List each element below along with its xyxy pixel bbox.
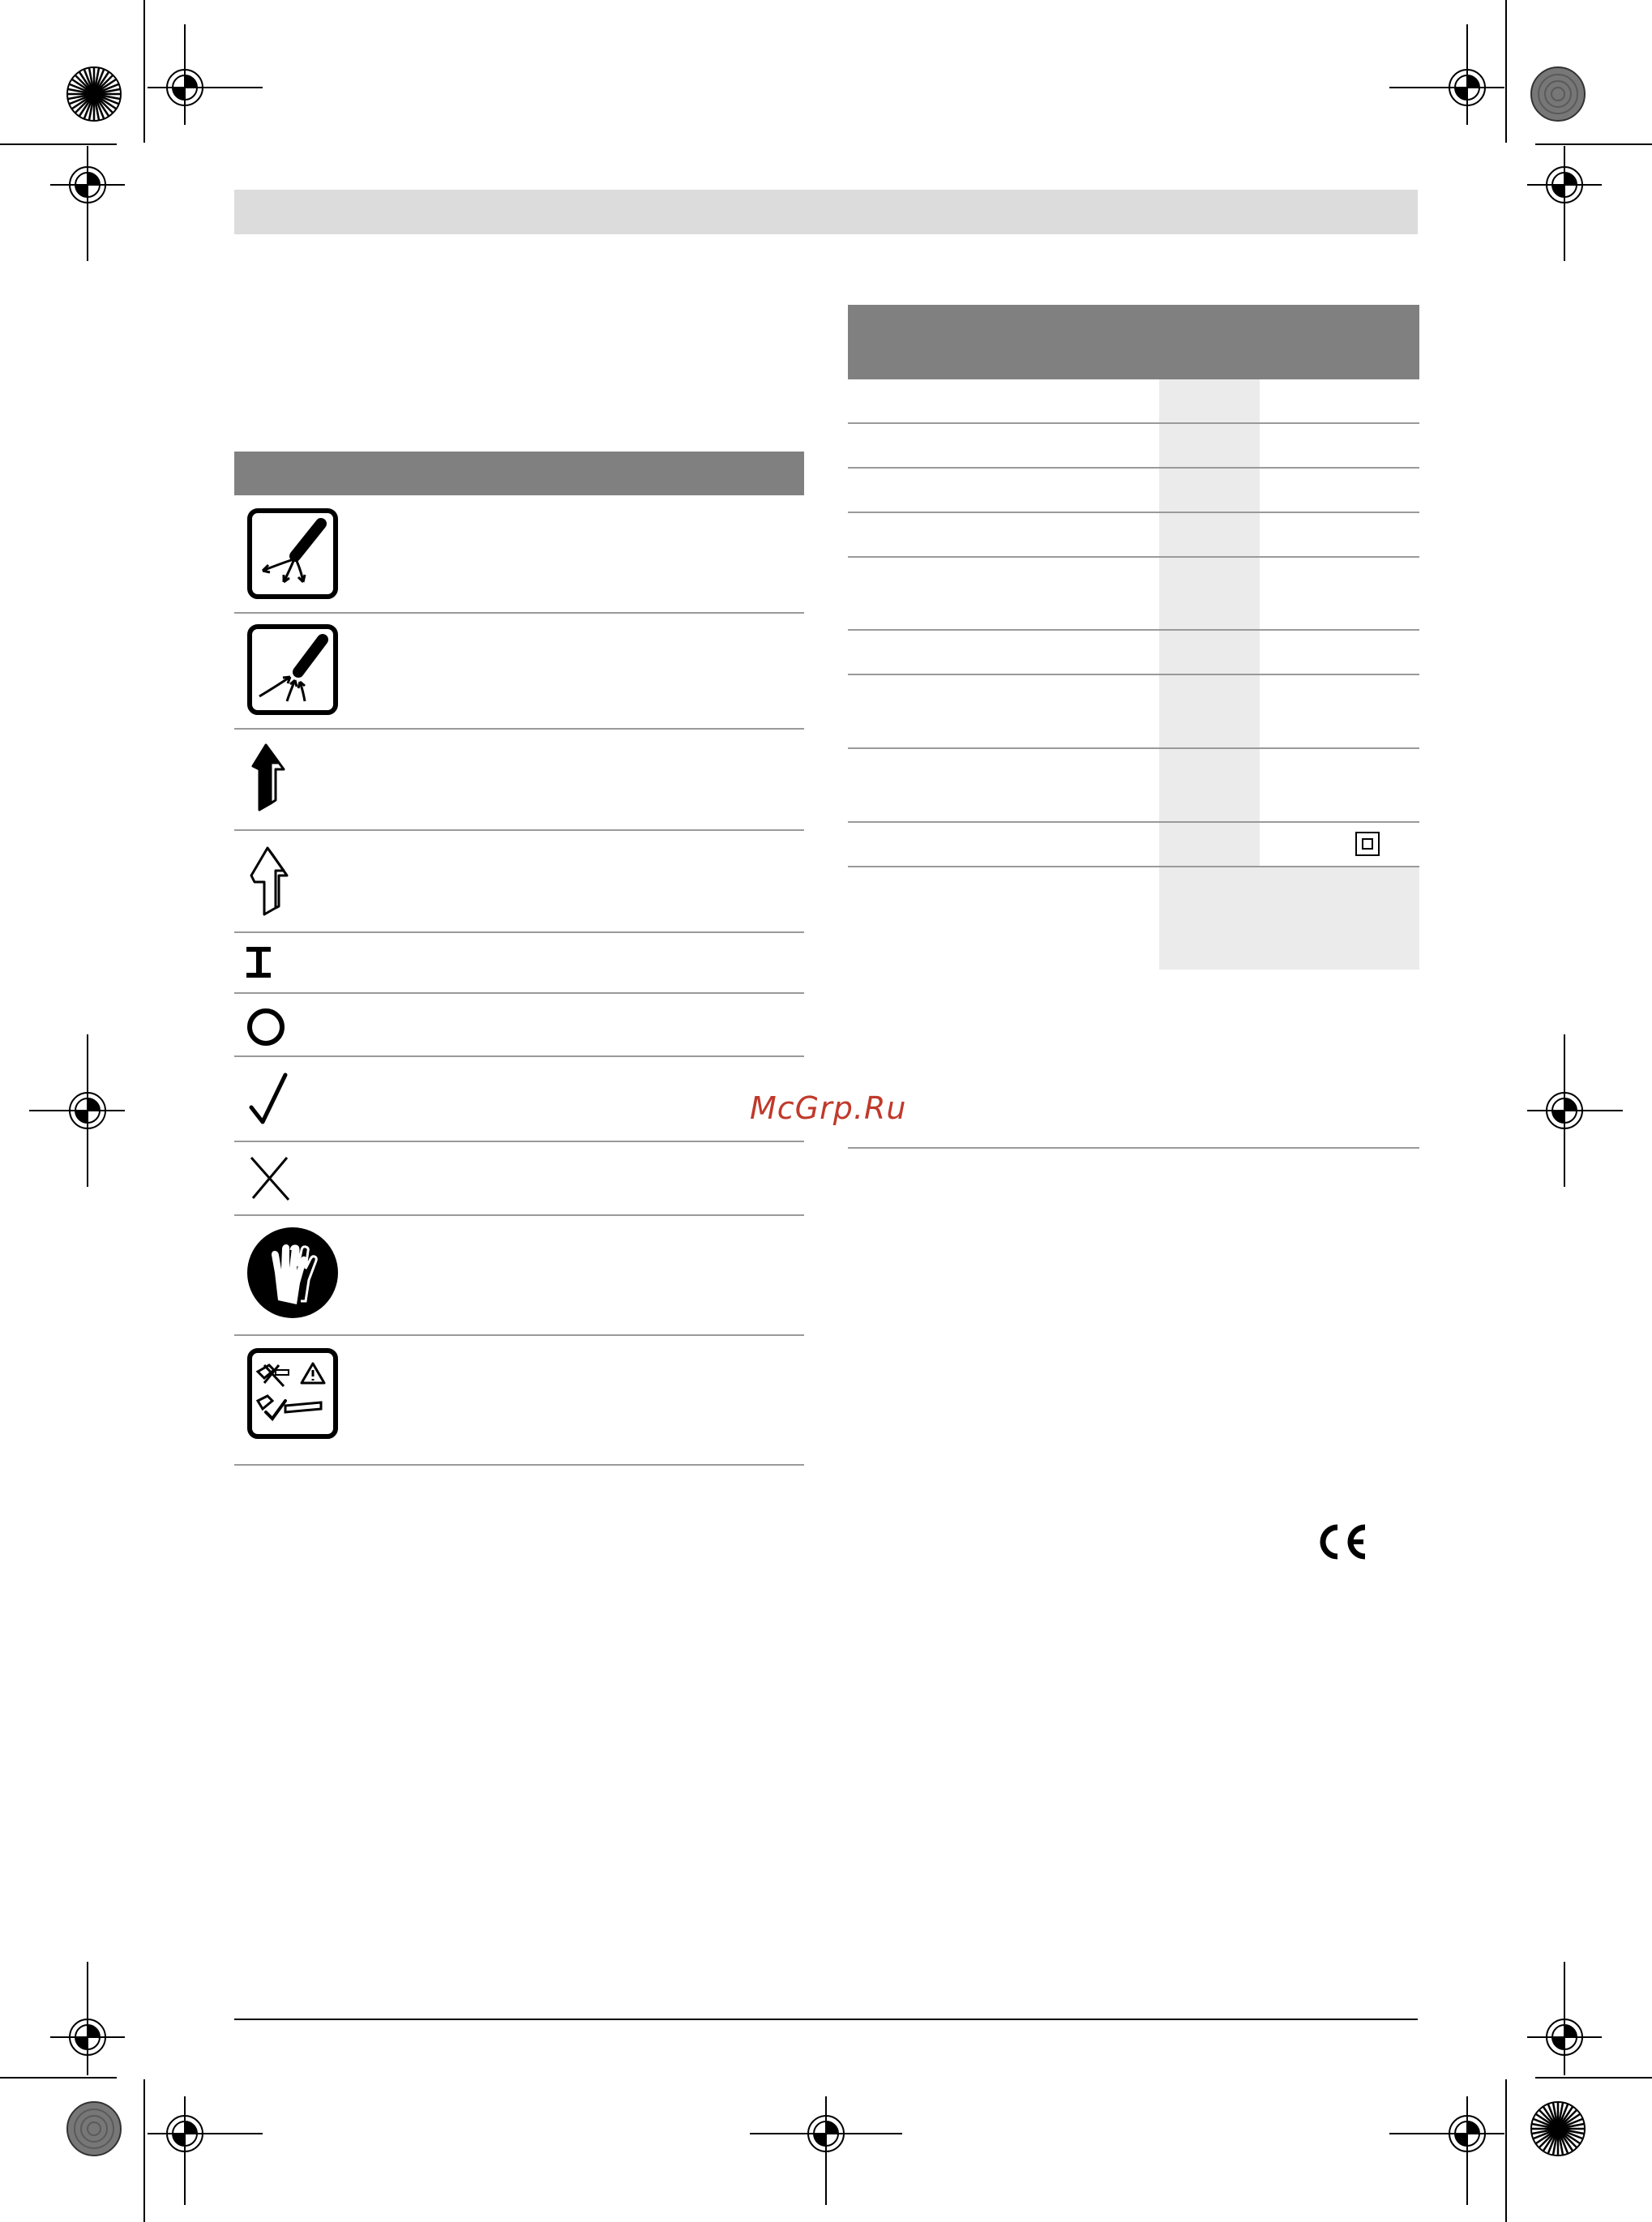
tech-row-divider: [848, 821, 1419, 823]
table-row-divider: [234, 829, 804, 831]
page-header-bar: [234, 190, 1418, 234]
footer-rule: [234, 2019, 1418, 2020]
dust-extraction-out-icon: [246, 507, 339, 600]
table-row-divider: [234, 931, 804, 933]
off-switch-icon: [243, 1005, 289, 1051]
tech-row-divider: [848, 467, 1419, 469]
cross-icon: [246, 1153, 295, 1205]
tech-data-header: [848, 305, 1419, 379]
table-row-divider: [234, 992, 804, 994]
arrow-filled-icon: [243, 742, 300, 815]
tech-row-divider: [848, 866, 1419, 867]
tech-row-divider: [848, 422, 1419, 424]
table-row-divider: [234, 1214, 804, 1216]
tech-data-unit-column: [1159, 379, 1260, 866]
table-row-divider: [234, 1334, 804, 1336]
watermark: McGrp.Ru: [750, 1090, 907, 1126]
tech-row-divider: [848, 674, 1419, 675]
gloves-icon: [246, 1226, 340, 1320]
tech-row-divider: [848, 512, 1419, 513]
section-separator: [848, 1147, 1419, 1149]
symbol-table-header: [234, 452, 804, 495]
tech-row-divider: [848, 747, 1419, 749]
tech-data-footer-cell: [1159, 866, 1419, 970]
accessory-warning-icon: [246, 1347, 339, 1440]
table-row-divider: [234, 612, 804, 614]
tech-row-divider: [848, 556, 1419, 558]
on-switch-icon: [243, 944, 279, 983]
table-row-divider: [234, 1141, 804, 1142]
table-row-divider: [234, 1055, 804, 1057]
tech-row-divider: [848, 629, 1419, 631]
check-icon: [245, 1070, 297, 1128]
protection-class-ii-icon: [1355, 832, 1380, 856]
ce-mark-icon: [1313, 1522, 1370, 1561]
table-row-divider: [234, 728, 804, 730]
arrow-outline-icon: [243, 843, 300, 916]
dust-extraction-in-icon: [246, 623, 339, 716]
table-row-divider: [234, 1464, 804, 1466]
